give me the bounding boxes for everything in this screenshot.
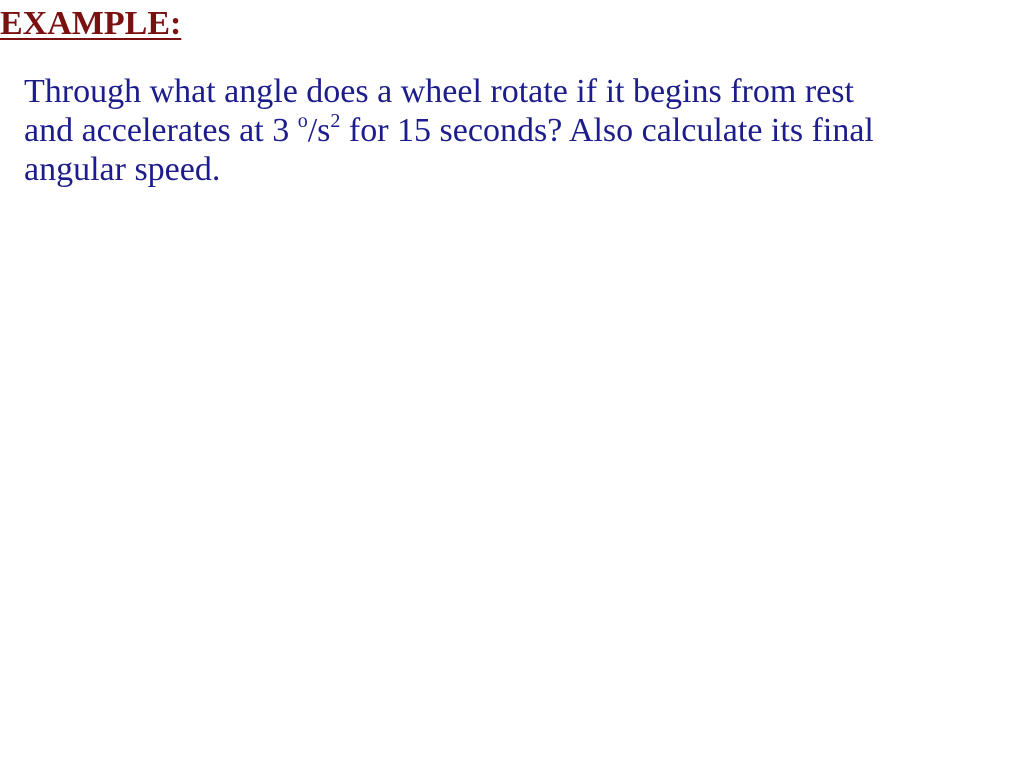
- unit-per-second: /s: [307, 112, 331, 149]
- example-heading: EXAMPLE:: [0, 5, 182, 42]
- problem-line-3: angular speed.: [24, 151, 221, 188]
- degree-superscript: o: [297, 110, 308, 132]
- problem-line-1: Through what angle does a wheel rotate if it begins from rest: [24, 73, 854, 110]
- line-2-start: and accelerates at 3: [24, 112, 298, 149]
- squared-superscript: 2: [330, 110, 341, 132]
- line-2-end: for 15 seconds? Also calculate its final: [340, 112, 874, 149]
- problem-line-2: [24, 111, 1014, 150]
- problem-statement: [24, 72, 1014, 189]
